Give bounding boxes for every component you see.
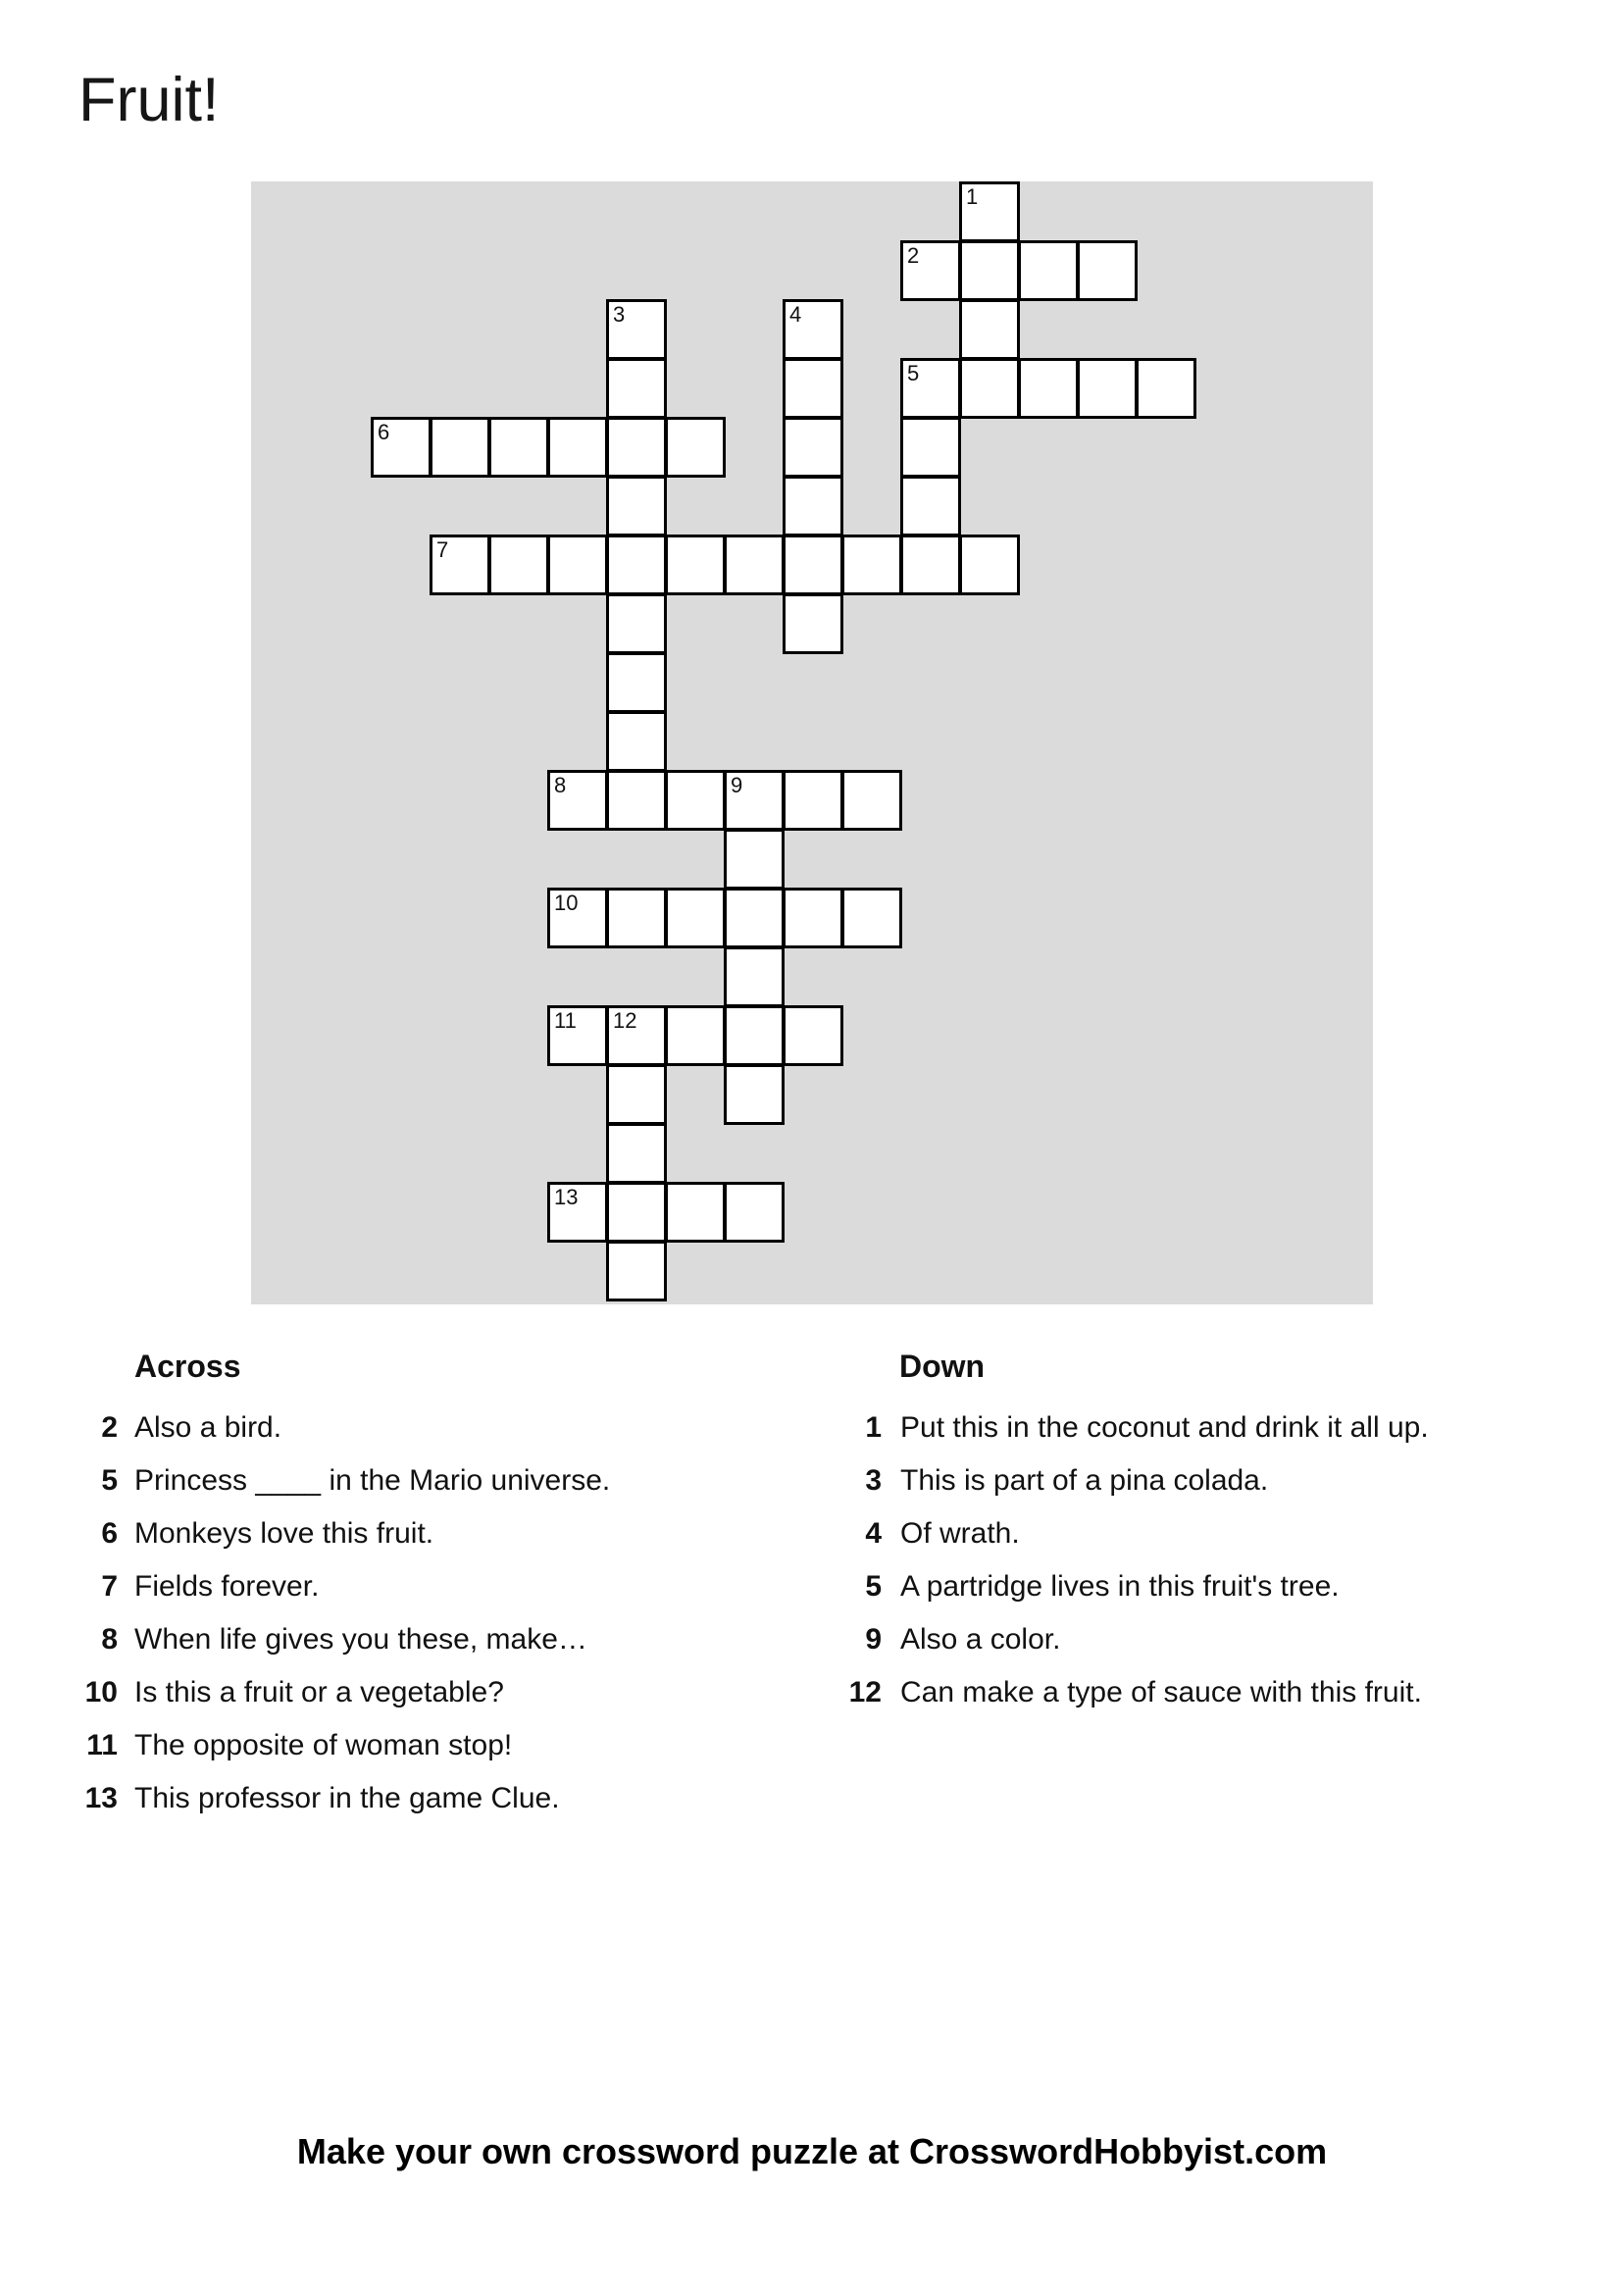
footer-credit: Make your own crossword puzzle at CrosswordHobbyist.com [296, 2131, 1328, 2171]
grid-cell [724, 535, 785, 595]
cell-number: 3 [613, 302, 626, 327]
grid-cell [841, 535, 902, 595]
grid-cell [959, 240, 1020, 301]
clue-number: 7 [101, 1570, 118, 1603]
cell-number: 6 [378, 420, 390, 444]
crossword-grid-panel [251, 181, 1373, 1304]
clue-text: Is this a fruit or a vegetable? [134, 1676, 504, 1708]
grid-cell [900, 240, 961, 301]
clue-number: 2 [101, 1411, 118, 1444]
cell-number: 10 [554, 891, 579, 915]
clue-row [835, 1622, 1609, 1657]
clue-number: 13 [84, 1782, 118, 1814]
grid-cell [724, 829, 785, 890]
clue-text: Put this in the coconut and drink it all up. [900, 1411, 1429, 1444]
clue-text: This professor in the game Clue. [134, 1782, 560, 1814]
grid-cell [606, 888, 667, 948]
grid-cell [783, 593, 843, 654]
puzzle-title: Fruit! [78, 66, 220, 134]
grid-cell [900, 476, 961, 536]
clue-text: Fields forever. [134, 1570, 320, 1603]
grid-cell [606, 770, 667, 831]
clue-row [835, 1463, 1609, 1499]
across-heading: Across [134, 1349, 241, 1384]
clue-number: 1 [865, 1411, 882, 1444]
clue-text: Monkeys love this fruit. [134, 1517, 434, 1550]
grid-cell [724, 888, 785, 948]
clue-text: Also a bird. [134, 1411, 282, 1444]
grid-cell [900, 358, 961, 419]
grid-cell [665, 1182, 726, 1243]
grid-cell [371, 417, 431, 478]
clue-number: 4 [865, 1517, 882, 1550]
clue-number: 3 [865, 1464, 882, 1497]
grid-cell [606, 1005, 667, 1066]
cell-number: 4 [789, 302, 802, 327]
down-clue-list [835, 1410, 1609, 1710]
grid-cell [606, 358, 667, 419]
grid-cell [783, 299, 843, 360]
grid-cell [547, 417, 608, 478]
clue-text: Also a color. [900, 1623, 1061, 1656]
grid-cell [783, 358, 843, 419]
grid-cell [665, 770, 726, 831]
grid-cell [959, 358, 1020, 419]
clue-row [76, 1675, 832, 1710]
clue-row [76, 1516, 832, 1552]
clue-number: 8 [101, 1623, 118, 1656]
cell-number: 1 [966, 184, 979, 209]
grid-cell [1077, 358, 1138, 419]
clue-row [76, 1728, 832, 1763]
clue-number: 12 [848, 1676, 882, 1708]
grid-cell [724, 1182, 785, 1243]
grid-cell [606, 1241, 667, 1301]
clue-row [76, 1622, 832, 1657]
grid-cell [547, 1005, 608, 1066]
clue-text: Princess ____ in the Mario universe. [134, 1464, 611, 1497]
cell-number: 7 [436, 537, 449, 562]
grid-cell [724, 946, 785, 1007]
clue-text: A partridge lives in this fruit's tree. [900, 1570, 1340, 1603]
grid-cell [724, 1064, 785, 1125]
clue-row [76, 1781, 832, 1816]
clue-row [835, 1569, 1609, 1605]
clue-number: 6 [101, 1517, 118, 1550]
grid-cell [488, 417, 549, 478]
grid-cell [783, 476, 843, 536]
grid-cell [959, 181, 1020, 242]
grid-cell [547, 535, 608, 595]
clue-row [76, 1463, 832, 1499]
grid-cell [783, 417, 843, 478]
across-clue-list [76, 1410, 832, 1816]
grid-cell [665, 535, 726, 595]
grid-cell [724, 1005, 785, 1066]
grid-cell [959, 299, 1020, 360]
clue-number: 11 [86, 1729, 118, 1761]
grid-cell [1136, 358, 1196, 419]
clue-text: When life gives you these, make… [134, 1623, 587, 1656]
grid-cell [606, 1123, 667, 1184]
grid-cell [841, 888, 902, 948]
grid-cell [430, 417, 490, 478]
clue-number: 5 [101, 1464, 118, 1497]
grid-cell [783, 888, 843, 948]
clue-row [76, 1410, 832, 1446]
clue-row [835, 1516, 1609, 1552]
clue-text: The opposite of woman stop! [134, 1729, 513, 1761]
grid-cell [724, 770, 785, 831]
grid-cell [606, 652, 667, 713]
grid-cell [606, 1064, 667, 1125]
grid-cell [606, 299, 667, 360]
grid-cell [1018, 358, 1079, 419]
grid-cell [783, 535, 843, 595]
grid-cell [430, 535, 490, 595]
grid-cell [841, 770, 902, 831]
grid-cell [665, 1005, 726, 1066]
clue-text: Of wrath. [900, 1517, 1020, 1550]
cell-number: 2 [907, 243, 920, 268]
down-heading: Down [899, 1349, 986, 1384]
clue-number: 9 [865, 1623, 882, 1656]
clue-row [835, 1410, 1609, 1446]
grid-cell [547, 888, 608, 948]
clue-text: Can make a type of sauce with this fruit. [900, 1676, 1422, 1708]
clue-row [76, 1569, 832, 1605]
grid-cell [606, 711, 667, 772]
grid-cell [783, 770, 843, 831]
across-clues-section [76, 1347, 832, 1834]
grid-cell [606, 417, 667, 478]
grid-cell [606, 1182, 667, 1243]
clue-text: This is part of a pina colada. [900, 1464, 1269, 1497]
clue-row [835, 1675, 1609, 1710]
grid-cell [665, 888, 726, 948]
grid-cell [1077, 240, 1138, 301]
grid-cell [488, 535, 549, 595]
grid-cell [547, 1182, 608, 1243]
grid-cell [900, 417, 961, 478]
cell-number: 9 [731, 773, 743, 797]
cell-number: 8 [554, 773, 567, 797]
grid-cell [900, 535, 961, 595]
grid-cell [547, 770, 608, 831]
cell-number: 12 [613, 1008, 637, 1033]
cell-number: 5 [907, 361, 920, 385]
grid-cell [959, 535, 1020, 595]
clue-number: 5 [865, 1570, 882, 1603]
grid-cell [606, 476, 667, 536]
grid-cell [1018, 240, 1079, 301]
grid-cell [606, 593, 667, 654]
grid-cell [665, 417, 726, 478]
cell-number: 13 [554, 1185, 579, 1209]
grid-cell [783, 1005, 843, 1066]
grid-cell [606, 535, 667, 595]
clue-number: 10 [84, 1676, 118, 1708]
down-clues-section [835, 1347, 1609, 1728]
cell-number: 11 [554, 1008, 577, 1033]
